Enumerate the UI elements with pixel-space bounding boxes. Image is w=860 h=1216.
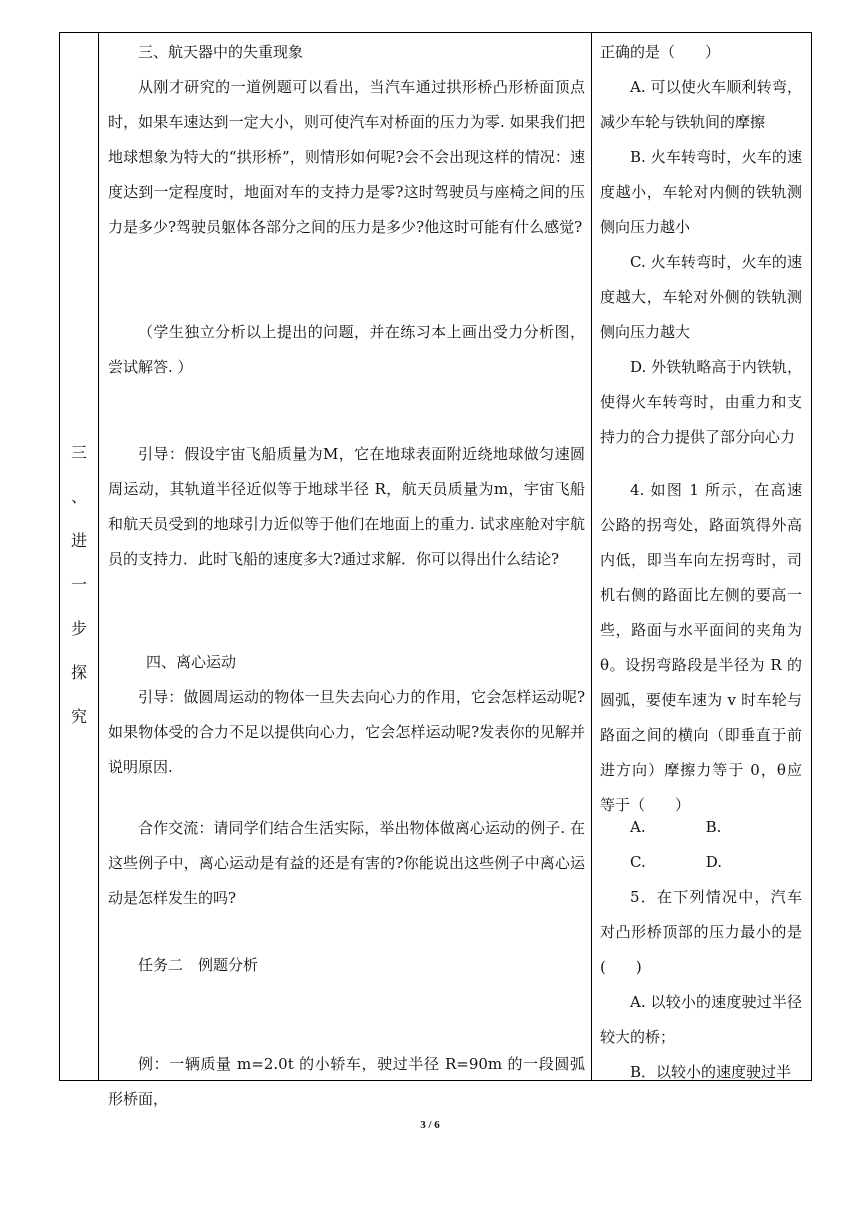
paragraph-arch-bridge: 从刚才研究的一道例题可以看出，当汽车通过拱形桥凸形桥面顶点时，如果车速达到一定大小，则可使汽车对桥面的压力为零. 如果我们把地球想象为特大的“拱形桥”，则情形如何呢?会不会出现这样的情况：速度达到一定程度时，地面对车的支持力是零?这时驾驶员与座椅之间的压力是多少?驾驶员躯体各部分之间的压力是多少?他这时可能有什么感觉? [108, 78, 585, 236]
paragraph-cooperation: 合作交流：请同学们结合生活实际，举出物体做离心运动的例子. 在这些例子中，离心运动是有益的还是有害的?你能说出这些例子中离心运动是怎样发生的吗? [108, 819, 585, 907]
section-label-char: 一 [70, 575, 87, 594]
example-problem: 例：一辆质量 m=2.0t 的小轿车，驶过半径 R=90m 的一段圆弧形桥面， [108, 1055, 585, 1108]
heading-weightlessness: 三、航天器中的失重现象 [138, 43, 304, 61]
question-4-options-cd: C. D. [630, 853, 722, 871]
task-two-heading: 任务二 例题分析 [138, 956, 259, 974]
option-c: C. 火车转弯时，火车的速度越大，车轮对外侧的铁轨测侧向压力越大 [600, 253, 802, 341]
exercise-cell [592, 33, 812, 1080]
question-4: 4. 如图 1 所示，在高速公路的拐弯处，路面筑得外高内低，即当车向左拐弯时，司机右侧的路面比左侧的要高一些，路面与水平面间的夹角为θ。设拐弯路段是半径为 R 的圆弧，要使车速为 v 时车轮与路面之间的横向（即垂直于前进方向）摩擦力等于 0，θ应等于（ ） [600, 481, 802, 814]
section-label-char: 三 [70, 443, 87, 462]
heading-centrifugal: 四、离心运动 [146, 653, 237, 671]
section-label-cell [60, 33, 98, 1080]
question-4-options-ab: A. B. [630, 818, 722, 836]
question-tail: 正确的是（ ） [600, 43, 721, 61]
question-5-option-a: A. 以较小的速度驶过半径较大的桥； [600, 993, 802, 1046]
section-label-char: 探 [70, 663, 87, 682]
question-5-option-b: B．以较小的速度驶过半 [630, 1063, 792, 1081]
section-label-char: 进 [70, 531, 87, 550]
page-number: 3 / 6 [420, 1119, 440, 1131]
main-content-cell [99, 33, 591, 1108]
lesson-table [59, 32, 812, 1108]
option-a: A. 可以使火车顺利转弯，减少车轮与铁轨间的摩擦 [600, 78, 802, 131]
paragraph-student-analysis: （学生独立分析以上提出的问题，并在练习本上画出受力分析图，尝试解答. ） [108, 323, 585, 376]
paragraph-centrifugal-guide: 引导：做圆周运动的物体一旦失去向心力的作用，它会怎样运动呢?如果物体受的合力不足以提供向心力，它会怎样运动呢?发表你的见解并说明原因. [108, 688, 585, 776]
paragraph-spaceship-guide: 引导：假设宇宙飞船质量为M，它在地球表面附近绕地球做匀速圆周运动，其轨道半径近似等于地球半径 R，航天员质量为m，宇宙飞船和航天员受到的地球引力近似等于他们在地面上的重力. 试求座舱对宇航员的支持力．此时飞船的速度多大?通过求解．你可以得出什么结论? [108, 445, 585, 568]
section-label [60, 431, 98, 739]
section-label-char: 、 [70, 487, 87, 506]
question-5: 5．在下列情况中，汽车对凸形桥顶部的压力最小的是( ) [600, 888, 802, 976]
section-label-char: 步 [70, 619, 87, 638]
section-label-char: 究 [70, 707, 87, 726]
option-d: D. 外铁轨略高于内铁轨，使得火车转弯时，由重力和支持力的合力提供了部分向心力 [600, 358, 802, 446]
option-b: B. 火车转弯时，火车的速度越小，车轮对内侧的铁轨测侧向压力越小 [600, 148, 802, 236]
